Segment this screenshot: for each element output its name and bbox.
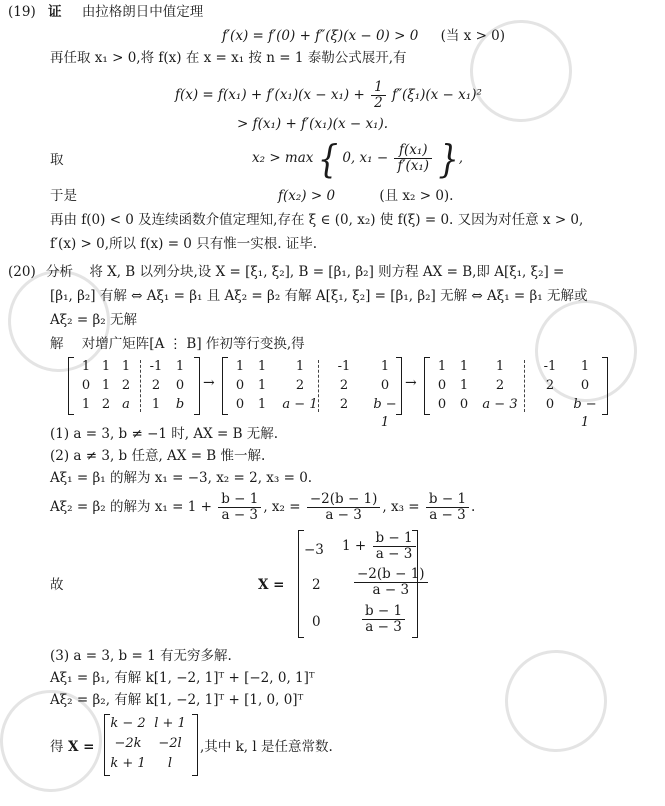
fraction bbox=[307, 492, 381, 523]
frac-num: b − 1 bbox=[426, 492, 469, 508]
m2-cell: 1 bbox=[295, 359, 305, 374]
problem-number: (20) bbox=[8, 264, 36, 280]
p20-sol4: Aξ₂ = β₂, 有解 k[1, −2, 1]ᵀ + [1, 0, 0]ᵀ bbox=[50, 692, 304, 708]
m1-cell: 1 bbox=[101, 359, 111, 374]
fraction bbox=[373, 531, 416, 562]
p20-solution-intro: 对增广矩阵[A ⋮ B] 作初等行变换,得 bbox=[81, 336, 305, 352]
frac-den: 2 bbox=[374, 95, 383, 111]
m3-cell: 0 bbox=[437, 397, 447, 412]
p20-line4 bbox=[50, 334, 305, 354]
p20-line2: [β₁, β₂] 有解 ⇔ Aξ₁ = β₁ 且 Aξ₂ = β₂ 有解 A[ξ₁, ξ₂] = [β₁, β₂] 无解 ⇔ Aξ₁ = β₁ 无解或 bbox=[50, 288, 588, 304]
tail-text: ,其中 k, l 是任意常数. bbox=[200, 739, 333, 755]
p19-intro: 由拉格朗日中值定理 bbox=[81, 4, 204, 20]
p20-analysis-1: 将 X, B 以列分块,设 X = [ξ₁, ξ₂], B = [β₁, β₂] 则方程 AX = B,即 A[ξ₁, ξ₂] = bbox=[89, 264, 565, 280]
m1-cell: 0 bbox=[81, 378, 91, 393]
x-eq-label: X = bbox=[258, 577, 285, 593]
p20-sol3: Aξ₁ = β₁, 有解 k[1, −2, 1]ᵀ + [−2, 0, 1]ᵀ bbox=[50, 670, 315, 686]
frac-num: b − 1 bbox=[373, 531, 416, 547]
m1-cell: 1 bbox=[81, 397, 91, 412]
m2-cell: 2 bbox=[339, 378, 349, 393]
fraction bbox=[354, 567, 428, 598]
m1-cell: 1 bbox=[101, 378, 111, 393]
fraction-f-over-fprime bbox=[394, 143, 432, 174]
m1-cell: 2 bbox=[101, 397, 111, 412]
watermark-stamp bbox=[491, 636, 622, 767]
frac-den: a − 3 bbox=[221, 507, 259, 523]
m1-cell: b bbox=[175, 397, 185, 412]
solution-label: 解 bbox=[50, 336, 64, 352]
matrix-x-general-cell: k + 1 bbox=[110, 756, 146, 771]
m3-cell: b − 1 bbox=[573, 397, 597, 430]
fraction bbox=[218, 492, 261, 523]
m1-cell: a bbox=[122, 397, 130, 412]
p19-text2: 再任取 x₁ > 0,将 f(x) 在 x = x₁ 按 n = 1 泰勒公式展开,有 bbox=[50, 50, 407, 66]
m3-cell: 2 bbox=[545, 378, 555, 393]
matrix-x-general-cell: l bbox=[167, 756, 173, 771]
m3-cell: a − 3 bbox=[482, 397, 518, 412]
proof-label: 证 bbox=[48, 4, 62, 20]
frac-den: a − 3 bbox=[429, 507, 466, 523]
problem-number: (19) bbox=[8, 4, 36, 20]
p20-case2: (2) a ≠ 3, b 任意, AX = B 惟一解. bbox=[50, 448, 266, 464]
frac-num: −2(b − 1) bbox=[307, 492, 381, 508]
frac-den: f′(x₁) bbox=[397, 158, 430, 174]
m1-cell: 2 bbox=[151, 378, 161, 393]
sol2-end: . bbox=[471, 499, 476, 515]
x-21: 2 bbox=[312, 577, 321, 593]
eq5-note: (且 x₂ > 0). bbox=[379, 188, 454, 204]
m2-cell: 1 bbox=[257, 359, 267, 374]
m3-cell: 1 bbox=[459, 359, 469, 374]
p19-qu: 取 bbox=[50, 152, 64, 168]
p20-sol2 bbox=[50, 490, 475, 524]
p20-line1 bbox=[8, 262, 564, 282]
m2-cell: 1 bbox=[257, 378, 267, 393]
frac-num: 1 bbox=[371, 80, 386, 96]
m2-cell: 1 bbox=[235, 359, 245, 374]
matrix-1-divider bbox=[140, 360, 141, 412]
m1-cell: 1 bbox=[121, 359, 131, 374]
m3-cell: 0 bbox=[545, 397, 555, 412]
x-32 bbox=[360, 603, 407, 635]
row-op-arrow: → bbox=[203, 375, 215, 391]
eq1: f′(x) = f′(0) + f″(ξ)(x − 0) > 0 bbox=[222, 28, 419, 44]
p20-line3: Aξ₂ = β₂ 无解 bbox=[50, 312, 137, 328]
p19-yushi: 于是 bbox=[50, 188, 77, 204]
x-eq-label: X = bbox=[68, 739, 95, 755]
m2-cell: 1 bbox=[380, 359, 390, 374]
matrix-x-general-cell: −2k bbox=[114, 736, 142, 751]
p19-header bbox=[8, 2, 203, 22]
eq4-comma: , bbox=[458, 150, 464, 166]
frac-num: b − 1 bbox=[362, 604, 405, 620]
frac-num: −2(b − 1) bbox=[354, 567, 428, 583]
eq4-mid: 0, x₁ − bbox=[342, 150, 389, 166]
m2-cell: 0 bbox=[380, 378, 390, 393]
brace-left: { bbox=[317, 135, 339, 182]
m3-cell: -1 bbox=[543, 359, 557, 374]
m3-cell: 1 bbox=[580, 359, 590, 374]
eq5: f(x₂) > 0 bbox=[278, 188, 336, 204]
frac-num: f(x₁) bbox=[394, 143, 432, 159]
p19-eq3: > f(x₁) + f′(x₁)(x − x₁). bbox=[237, 116, 389, 132]
eq4-left: x₂ > max bbox=[252, 150, 314, 166]
fraction bbox=[362, 604, 405, 635]
x-22 bbox=[352, 566, 430, 598]
m2-cell: b − 1 bbox=[373, 397, 397, 430]
matrix-3-divider bbox=[524, 360, 525, 412]
x-31: 0 bbox=[312, 614, 321, 630]
x-11: −3 bbox=[304, 542, 324, 558]
fraction-half bbox=[371, 80, 386, 111]
m2-cell: 1 bbox=[257, 397, 267, 412]
x-equals bbox=[258, 575, 285, 595]
m3-cell: 0 bbox=[580, 378, 590, 393]
m3-cell: 1 bbox=[459, 378, 469, 393]
m3-cell: 2 bbox=[495, 378, 505, 393]
m1-cell: 1 bbox=[81, 359, 91, 374]
fraction bbox=[426, 492, 469, 523]
m3-cell: 0 bbox=[437, 378, 447, 393]
m2-cell: -1 bbox=[337, 359, 351, 374]
m1-cell: 0 bbox=[175, 378, 185, 393]
p19-eq5 bbox=[278, 186, 453, 206]
p20-case1: (1) a = 3, b ≠ −1 时, AX = B 无解. bbox=[50, 426, 279, 442]
m2-cell: 2 bbox=[339, 397, 349, 412]
de-label: 得 bbox=[50, 739, 64, 755]
matrix-x-general-cell: k − 2 bbox=[110, 716, 146, 731]
m1-cell: -1 bbox=[149, 359, 163, 374]
sol2-part-b: , x₂ = bbox=[263, 499, 301, 515]
p19-text4: f′(x) > 0,所以 f(x) = 0 只有惟一实根. 证毕. bbox=[50, 236, 318, 252]
x-12 bbox=[342, 530, 418, 562]
frac-den: a − 3 bbox=[372, 582, 410, 598]
matrix-x-general-cell: −2l bbox=[158, 736, 182, 751]
m1-cell: 1 bbox=[151, 397, 161, 412]
x12-prefix: 1 + bbox=[342, 538, 367, 554]
p19-eq4 bbox=[252, 135, 464, 182]
eq2-left: f(x) = f(x₁) + f′(x₁)(x − x₁) + bbox=[175, 87, 365, 103]
m2-cell: 2 bbox=[295, 378, 305, 393]
p20-case3: (3) a = 3, b = 1 有无穷多解. bbox=[50, 648, 232, 664]
gu-label: 故 bbox=[50, 577, 64, 593]
eq2-right: f″(ξ₁)(x − x₁)² bbox=[391, 87, 482, 103]
sol2-part-a: Aξ₂ = β₂ 的解为 x₁ = 1 + bbox=[50, 499, 212, 515]
m2-cell: 0 bbox=[235, 378, 245, 393]
frac-den: a − 3 bbox=[365, 619, 402, 635]
p19-eq1 bbox=[222, 26, 505, 46]
p20-sol1: Aξ₁ = β₁ 的解为 x₁ = −3, x₂ = 2, x₃ = 0. bbox=[50, 470, 313, 486]
eq1-note: (当 x > 0) bbox=[440, 28, 506, 44]
p19-text3: 再由 f(0) < 0 及连续函数介值定理知,存在 ξ ∈ (0, x₂) 使 f(ξ) = 0. 又因为对任意 x > 0, bbox=[50, 212, 584, 228]
brace-right: } bbox=[438, 135, 459, 182]
m1-cell: 1 bbox=[175, 359, 185, 374]
matrix-x-general-cell: l + 1 bbox=[154, 716, 186, 731]
m2-cell: 0 bbox=[235, 397, 245, 412]
frac-den: a − 3 bbox=[375, 546, 413, 562]
m3-cell: 1 bbox=[495, 359, 505, 374]
m1-cell: 2 bbox=[121, 378, 131, 393]
m2-cell: a − 1 bbox=[282, 397, 318, 412]
p19-eq2 bbox=[175, 78, 482, 112]
frac-num: b − 1 bbox=[218, 492, 261, 508]
row-op-arrow: → bbox=[405, 375, 417, 391]
sol2-part-c: , x₃ = bbox=[382, 499, 420, 515]
m3-cell: 0 bbox=[459, 397, 469, 412]
frac-den: a − 3 bbox=[325, 507, 362, 523]
x-equals-2 bbox=[68, 737, 95, 757]
analysis-label: 分析 bbox=[46, 264, 74, 280]
m3-cell: 1 bbox=[437, 359, 447, 374]
